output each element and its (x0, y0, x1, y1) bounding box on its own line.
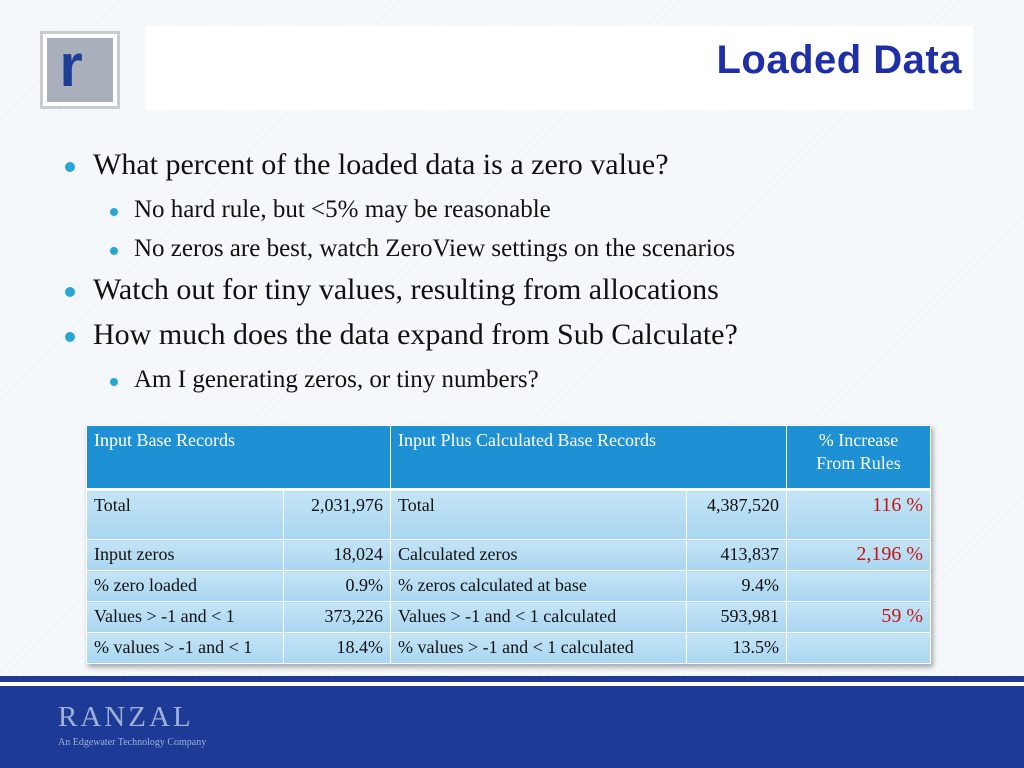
table-header-row (87, 426, 931, 490)
cell-increase (787, 571, 931, 602)
cell-value-calculated: 413,837 (687, 540, 787, 571)
cell-value-base: 18.4% (284, 633, 391, 664)
cell-value-base: 373,226 (284, 602, 391, 633)
cell-value-calculated: 4,387,520 (687, 490, 787, 540)
cell-value-calculated: 9.4% (687, 571, 787, 602)
cell-value-base: 2,031,976 (284, 490, 391, 540)
bullet-text: No zeros are best, watch ZeroView settings on the scenarios (134, 235, 736, 262)
header-increase-line2: From Rules (816, 453, 901, 473)
slide-title: Loaded Data (716, 38, 962, 82)
bullet-dot-icon (65, 162, 75, 172)
cell-value-calculated: 13.5% (687, 633, 787, 664)
header-input-plus-calculated: Input Plus Calculated Base Records (391, 426, 787, 490)
cell-label-calculated: Values > -1 and < 1 calculated (391, 602, 687, 633)
bullet-text: How much does the data expand from Sub Calculate? (93, 318, 738, 351)
cell-increase: 2,196 % (787, 540, 931, 571)
header-percent-increase (787, 426, 931, 490)
table-row (87, 540, 931, 571)
cell-label-calculated: Total (391, 490, 687, 540)
table-row (87, 571, 931, 602)
cell-label-calculated: Calculated zeros (391, 540, 687, 571)
cell-label-base: Values > -1 and < 1 (87, 602, 284, 633)
company-logo-text: RANZAL (58, 701, 194, 733)
cell-label-calculated: % values > -1 and < 1 calculated (391, 633, 687, 664)
company-tagline: An Edgewater Technology Company (58, 737, 207, 748)
sub-bullet-item (60, 235, 735, 263)
cell-label-base: Input zeros (87, 540, 284, 571)
bullet-dot-icon (65, 287, 75, 297)
cell-label-calculated: % zeros calculated at base (391, 571, 687, 602)
bullet-item (60, 148, 669, 182)
bullet-dot-icon (65, 332, 75, 342)
cell-label-base: Total (87, 490, 284, 540)
table-row (87, 490, 931, 540)
logo-letter: r (59, 32, 83, 99)
cell-label-base: % zero loaded (87, 571, 284, 602)
cell-value-calculated: 593,981 (687, 602, 787, 633)
bullet-text: Watch out for tiny values, resulting from allocations (93, 273, 719, 306)
bullet-text: No hard rule, but <5% may be reasonable (134, 196, 551, 223)
sub-bullet-item (60, 366, 539, 394)
header-increase-line1: % Increase (818, 430, 899, 450)
cell-increase (787, 633, 931, 664)
bullet-dot-icon (110, 208, 118, 216)
bullet-dot-icon (110, 247, 118, 255)
bullet-text: What percent of the loaded data is a zero value? (93, 148, 669, 181)
cell-label-base: % values > -1 and < 1 (87, 633, 284, 664)
bullet-text: Am I generating zeros, or tiny numbers? (134, 366, 539, 393)
cell-value-base: 0.9% (284, 571, 391, 602)
bullet-dot-icon (110, 378, 118, 386)
header-input-base: Input Base Records (87, 426, 391, 490)
bullet-item (60, 318, 738, 352)
cell-increase: 116 % (787, 490, 931, 540)
loaded-data-table (86, 425, 931, 664)
sub-bullet-item (60, 196, 551, 224)
bullet-item (60, 273, 719, 307)
ranzal-r-logo (40, 31, 120, 109)
cell-increase: 59 % (787, 602, 931, 633)
cell-value-base: 18,024 (284, 540, 391, 571)
table-row (87, 633, 931, 664)
table-row (87, 602, 931, 633)
logo-background (47, 32, 113, 102)
